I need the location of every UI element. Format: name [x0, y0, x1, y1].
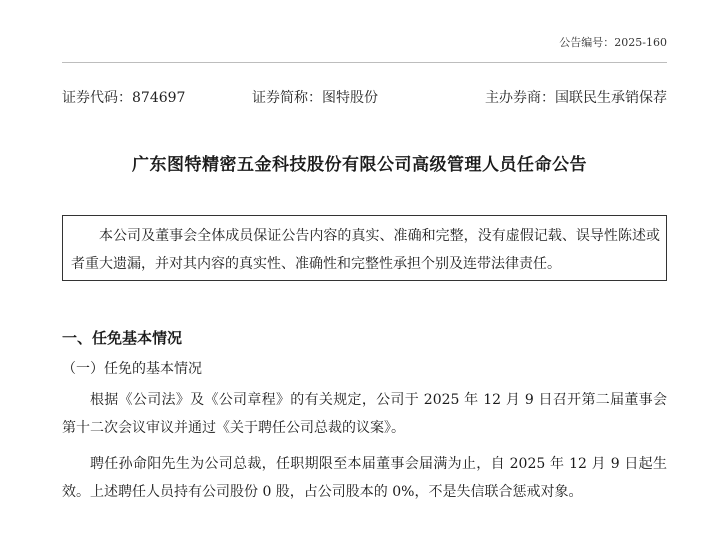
- announcement-number: 公告编号：2025-160: [559, 36, 667, 49]
- security-code: 证券代码：874697: [62, 90, 186, 106]
- paragraph-meeting: 根据《公司法》及《公司章程》的有关规定，公司于 2025 年 12 月 9 日召开第二届董事会第十二次会议审议并通过《关于聘任公司总裁的议案》。: [62, 392, 667, 436]
- security-abbreviation: 证券简称：图特股份: [252, 90, 378, 106]
- header-divider: [62, 62, 667, 63]
- section-heading: 一、任免基本情况: [62, 329, 183, 347]
- board-statement-box: [62, 215, 667, 281]
- board-statement-text: 本公司及董事会全体成员保证公告内容的真实、准确和完整，没有虚假记载、误导性陈述或者重大遗漏，并对其内容的真实性、准确性和完整性承担个别及连带法律责任。: [71, 228, 660, 272]
- paragraph-appointment: 聘任孙命阳先生为公司总裁，任职期限至本届董事会届满为止，自 2025 年 12 月 9 日起生效。上述聘任人员持有公司股份 0 股，占公司股本的 0%，不是失信联合惩戒对象。: [62, 456, 667, 500]
- sponsor-broker: 主办券商：国联民生承销保荐: [485, 90, 667, 106]
- security-info-row: [0, 87, 719, 107]
- document-title: 广东图特精密五金科技股份有限公司高级管理人员任命公告: [132, 155, 587, 175]
- subsection-heading: （一）任免的基本情况: [62, 361, 202, 377]
